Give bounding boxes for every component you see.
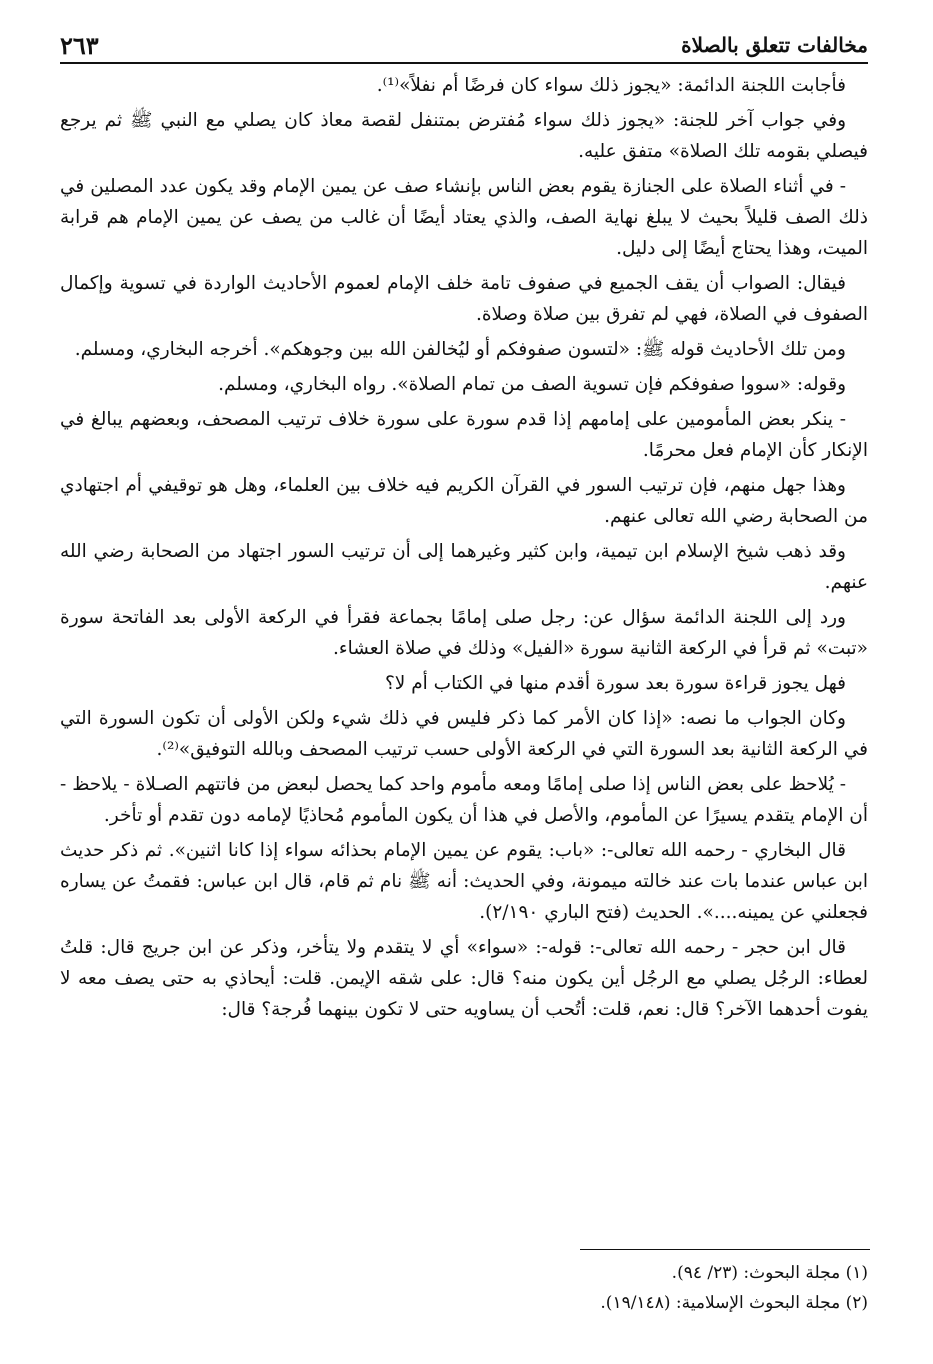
paragraph: وقد ذهب شيخ الإسلام ابن تيمية، وابن كثير وغيرهما إلى أن ترتيب السور اجتهاد من الصحابة رضي الله عنهم.: [60, 541, 868, 593]
page-number: ٢٦٣: [60, 30, 99, 60]
paragraph: فأجابت اللجنة الدائمة: «يجوز ذلك سواء كان فرضًا أم نفلاً»⁽¹⁾.: [376, 75, 846, 96]
paragraph: قال البخاري - رحمه الله تعالى-: «باب: يقوم عن يمين الإمام بحذائه سواء إذا كانا اثنين». ثم ذكر حديث ابن عباس عندما بات عند خالته ميمونة، وفي الحديث: أنه ﷺ نام ثم قام، قال ابن عباس: فقمتُ عن يساره فجعلني عن يمينه....». الحديث (فتح الباري ٢/١٩٠).: [60, 840, 868, 923]
paragraph: ورد إلى اللجنة الدائمة سؤال عن: رجل صلى إمامًا بجماعة فقرأ في الركعة الأولى بعد الفاتحة سورة «تبت» ثم قرأ في الركعة الثانية سورة «الفيل» وذلك في صلاة العشاء.: [60, 607, 868, 659]
footnote-divider: [580, 1249, 870, 1250]
paragraph: ومن تلك الأحاديث قوله ﷺ: «لتسون صفوفكم أو ليُخالفن الله بين وجوهكم». أخرجه البخاري، ومسلم.: [74, 339, 846, 360]
running-title: مخالفات تتعلق بالصلاة: [681, 33, 868, 57]
paragraph: - يُلاحظ على بعض الناس إذا صلى إمامًا ومعه مأموم واحد كما يحصل لبعض من فاتتهم الصـلاة - يلاحظ - أن الإمام يتقدم يسيرًا عن المأموم، والأصل في هذا أن يكون المأموم مُحاذيًا لإمامه دون تقدم أو تأخر.: [60, 774, 868, 826]
paragraph: وفي جواب آخر للجنة: «يجوز ذلك سواء مُفترض بمتنفل لقصة معاذ كان يصلي مع النبي ﷺ ثم يرجع فيصلي بقومه تلك الصلاة» متفق عليه.: [60, 110, 868, 162]
page-header: [60, 28, 868, 64]
paragraph: وقوله: «سووا صفوفكم فإن تسوية الصف من تمام الصلاة». رواه البخاري، ومسلم.: [218, 374, 846, 395]
paragraph: وكان الجواب ما نصه: «إذا كان الأمر كما ذكر فليس في ذلك شيء ولكن الأولى أن تكون السورة التي في الركعة الثانية بعد السورة التي في الركعة الأولى حسب ترتيب المصحف وبالله التوفيق»⁽²⁾.: [60, 708, 868, 760]
paragraph: قال ابن حجر - رحمه الله تعالى-: قوله-: «سواء» أي لا يتقدم ولا يتأخر، وذكر عن ابن جريج قال: قلتُ لعطاء: الرجُل يصلي مع الرجُل أين يكون منه؟ قال: على شقه الإيمن. قلت: أيحاذي به حتى يصف معه لا يفوت أحدهما الآخر؟ قال: نعم، قلت: أتُحب أن يساويه حتى لا تكون بينهما فُرجة؟ قال:: [60, 937, 868, 1020]
footnotes: [520, 1258, 868, 1318]
paragraph: فيقال: الصواب أن يقف الجميع في صفوف تامة خلف الإمام لعموم الأحاديث الواردة في تسوية وإكمال الصفوف في الصلاة، فهي لم تفرق بين صلاة وصلاة.: [60, 273, 868, 325]
footnote: (٢) مجلة البحوث الإسلامية: (١٩/١٤٨).: [600, 1293, 868, 1313]
paragraph: فهل يجوز قراءة سورة بعد سورة أقدم منها في الكتاب أم لا؟: [384, 673, 846, 694]
footnote: (١) مجلة البحوث: (٢٣/ ٩٤).: [671, 1263, 868, 1283]
body-text: [60, 70, 868, 1029]
paragraph: - ينكر بعض المأمومين على إمامهم إذا قدم سورة على سورة خلاف ترتيب المصحف، وبعضهم يبالغ في الإنكار كأن الإمام فعل محرمًا.: [60, 409, 868, 461]
paragraph: وهذا جهل منهم، فإن ترتيب السور في القرآن الكريم فيه خلاف بين العلماء، وهل هو توقيفي أم اجتهادي من الصحابة رضي الله تعالى عنهم.: [60, 475, 868, 527]
paragraph: - في أثناء الصلاة على الجنازة يقوم بعض الناس بإنشاء صف عن يمين الإمام وقد يكون عدد المصلين في ذلك الصف قليلاً بحيث لا يبلغ نهاية الصف، والذي يعتاد أيضًا أن غالب من يصف عن يمين الإمام هم قرابة الميت، وهذا يحتاج أيضًا إلى دليل.: [60, 176, 868, 259]
